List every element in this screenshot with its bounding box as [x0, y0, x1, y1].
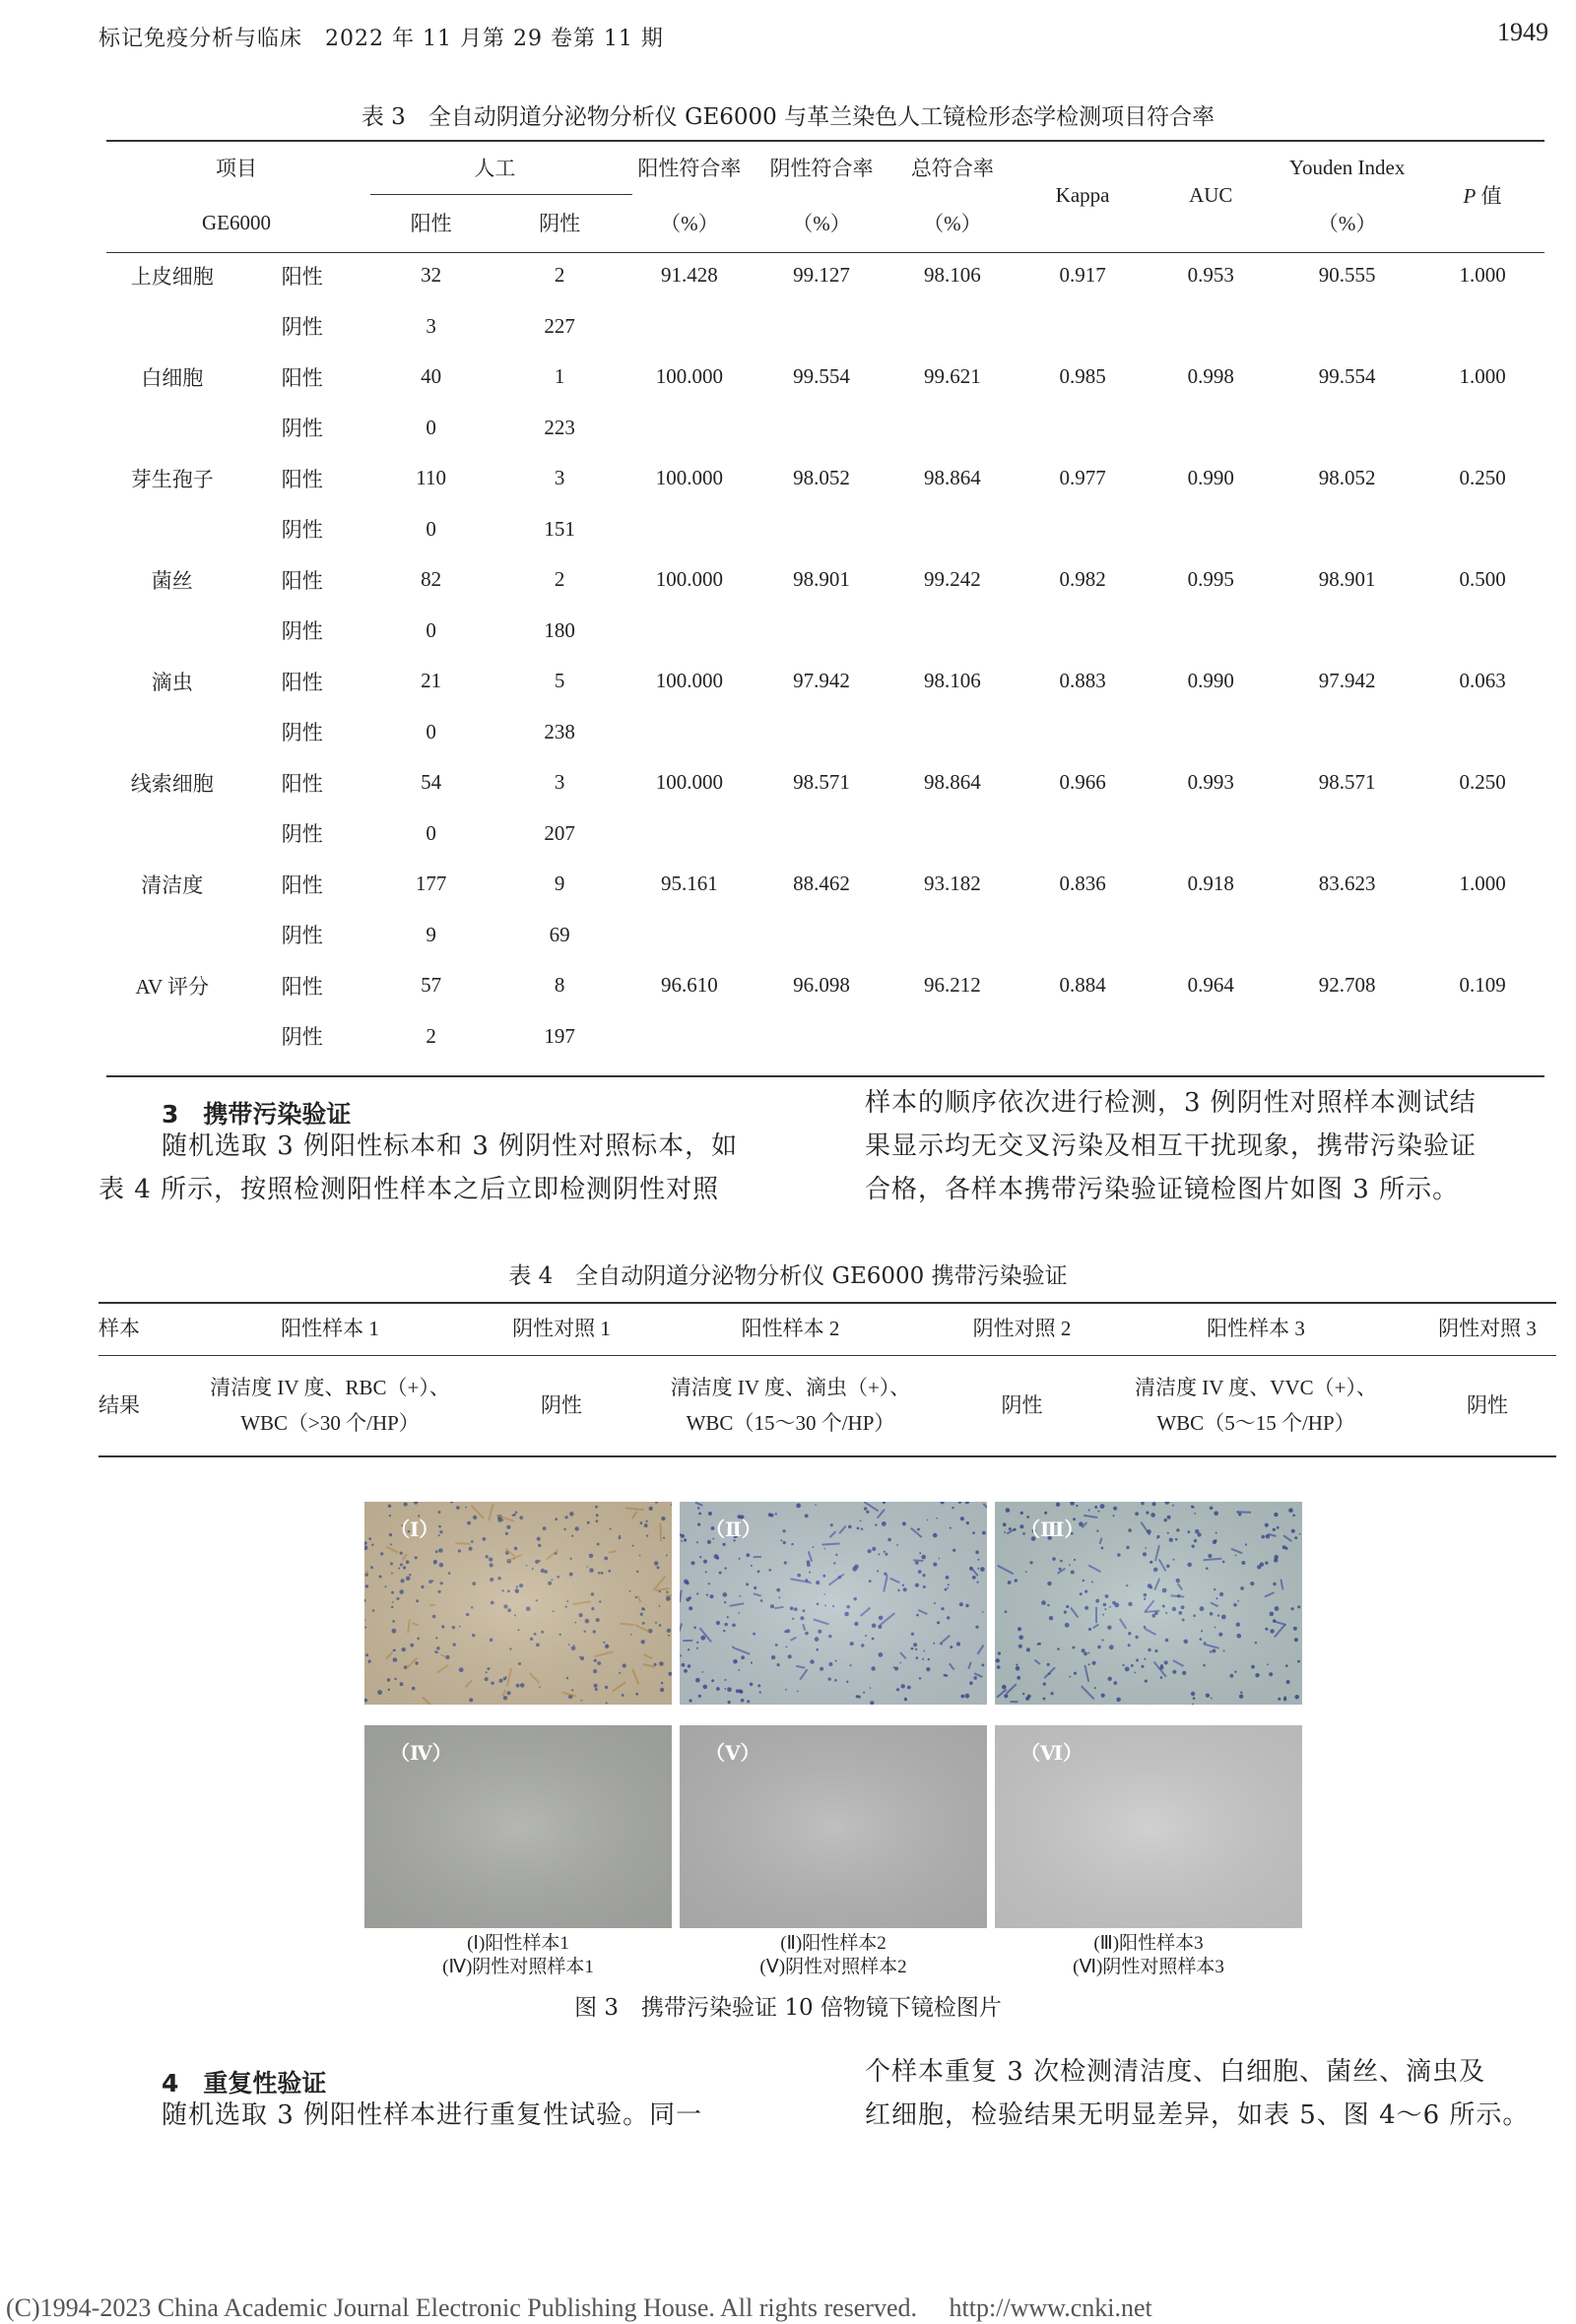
- table3-cell-empty: [1420, 910, 1544, 961]
- table3-cell-empty: [1148, 808, 1274, 860]
- table3-cell-manual-neg: 1: [495, 352, 623, 403]
- table-row: [106, 554, 1544, 606]
- table3-cell-status: 阳性: [238, 250, 366, 301]
- table3-cell-manual-neg: 2: [495, 554, 623, 606]
- table3-cell-empty: [887, 301, 1018, 353]
- table3-cell-auc: 0.993: [1148, 757, 1274, 808]
- table3-cell-empty: [755, 808, 887, 860]
- section3-right-text: [865, 1081, 1477, 1211]
- micrograph-panel: [680, 1725, 987, 1928]
- table-row: [106, 960, 1544, 1011]
- table3-cell-ppa: 100.000: [624, 554, 755, 606]
- table3-cell-item: 清洁度: [106, 859, 238, 910]
- table3-header-manual-pos: 阳性: [366, 195, 495, 250]
- table3-cell-item: 线索细胞: [106, 757, 238, 808]
- table4-result-line: 清洁度 IV 度、RBC（+）、: [167, 1370, 492, 1405]
- table3-cell-opa: 96.212: [887, 960, 1018, 1011]
- figure3-panel-label: [364, 1932, 672, 1979]
- table-row: [106, 1011, 1544, 1063]
- table3-cell-opa: 98.864: [887, 757, 1018, 808]
- table3-cell-empty: [624, 504, 755, 555]
- table3-cell-item: 芽生孢子: [106, 453, 238, 504]
- table-row: [106, 403, 1544, 454]
- table3-cell-manual-neg: 227: [495, 301, 623, 353]
- table3-cell-empty: [1018, 504, 1149, 555]
- table3-cell-manual-neg: 238: [495, 707, 623, 758]
- section4-left-text: [162, 2094, 702, 2137]
- table3-cell-empty: [1420, 403, 1544, 454]
- table4: [98, 1302, 1556, 1455]
- table3: [106, 140, 1544, 1062]
- table3-cell-p: 1.000: [1420, 352, 1544, 403]
- table3-cell-kappa: 0.917: [1018, 250, 1149, 301]
- table3-cell-p: 1.000: [1420, 859, 1544, 910]
- table3-cell-p: 0.063: [1420, 656, 1544, 707]
- table3-cell-empty: [1274, 403, 1420, 454]
- table3-cell-opa: 99.621: [887, 352, 1018, 403]
- table3-cell-empty: [1274, 1011, 1420, 1063]
- panel-tag: （Ⅱ）: [705, 1514, 761, 1542]
- section4-right-text: [865, 2050, 1529, 2137]
- table3-cell-auc: 0.953: [1148, 250, 1274, 301]
- table3-cell-empty: [1274, 301, 1420, 353]
- figure3-caption: 图 3 携带污染验证 10 倍物镜下镜检图片: [0, 1989, 1576, 2022]
- table3-cell-empty: [755, 707, 887, 758]
- section3-right-line: 样本的顺序依次进行检测，3 例阴性对照样本测试结: [865, 1081, 1477, 1125]
- section3-heading: 3 携带污染验证: [162, 1095, 351, 1130]
- figure3-label-line: (Ⅴ)阴性对照样本2: [680, 1956, 987, 1979]
- table3-cell-empty: [755, 403, 887, 454]
- table3-cell-empty: [1420, 1011, 1544, 1063]
- table3-cell-p: 1.000: [1420, 250, 1544, 301]
- table3-cell-empty: [1148, 301, 1274, 353]
- table3-cell-manual-neg: 151: [495, 504, 623, 555]
- table3-cell-item: 白细胞: [106, 352, 238, 403]
- table3-cell-empty: [1018, 707, 1149, 758]
- table-row: [106, 250, 1544, 301]
- section4-left-line: 随机选取 3 例阳性样本进行重复性试验。同一: [162, 2094, 702, 2137]
- table4-bottom-rule: [98, 1455, 1556, 1457]
- table3-cell-kappa: 0.985: [1018, 352, 1149, 403]
- table3-cell-manual-neg: 207: [495, 808, 623, 860]
- table3-cell-manual-neg: 3: [495, 453, 623, 504]
- table3-header-manual-neg: 阴性: [495, 195, 623, 250]
- table3-cell-empty: [887, 504, 1018, 555]
- table4-result-line: 清洁度 IV 度、滴虫（+）、: [630, 1370, 951, 1405]
- table-row: [106, 504, 1544, 555]
- table3-cell-manual-pos: 177: [366, 859, 495, 910]
- table3-cell-manual-neg: 223: [495, 403, 623, 454]
- table-row: [106, 606, 1544, 657]
- micrograph-panel: [680, 1502, 987, 1705]
- section4-heading: 4 重复性验证: [162, 2064, 326, 2099]
- table4-result-cell: [1093, 1355, 1418, 1455]
- table4-result-line: WBC（5～15 个/HP）: [1093, 1405, 1418, 1441]
- table3-cell-empty: [755, 504, 887, 555]
- table3-cell-npa: 96.098: [755, 960, 887, 1011]
- table3-cell-npa: 98.571: [755, 757, 887, 808]
- table3-cell-ppa: 100.000: [624, 656, 755, 707]
- table3-cell-status: 阴性: [238, 1011, 366, 1063]
- table3-cell-ppa: 91.428: [624, 250, 755, 301]
- table3-cell-kappa: 0.836: [1018, 859, 1149, 910]
- table3-cell-npa: 98.901: [755, 554, 887, 606]
- table3-cell-empty: [1274, 504, 1420, 555]
- table3-cell-item: 滴虫: [106, 656, 238, 707]
- copyright-footer: (C)1994-2023 China Academic Journal Electronic Publishing House. All rights reserved. http://www.cnki.net: [6, 2288, 1152, 2324]
- table3-cell-manual-pos: 54: [366, 757, 495, 808]
- table3-cell-manual-neg: 9: [495, 859, 623, 910]
- table-row: [106, 656, 1544, 707]
- panel-tag: （Ⅰ）: [390, 1514, 438, 1542]
- table3-cell-empty: [887, 808, 1018, 860]
- table3-cell-empty: [755, 910, 887, 961]
- figure3-label-line: (Ⅰ)阳性样本1: [364, 1932, 672, 1956]
- table3-header-youden-unit: （%）: [1274, 195, 1420, 250]
- table4-result-cell: [630, 1355, 951, 1455]
- table3-cell-ppa: 100.000: [624, 453, 755, 504]
- table3-cell-ppa: 100.000: [624, 757, 755, 808]
- table3-cell-empty: [1274, 910, 1420, 961]
- table3-cell-empty: [887, 1011, 1018, 1063]
- table3-cell-p: 0.500: [1420, 554, 1544, 606]
- table3-header-ppa: 阳性符合率: [624, 140, 755, 195]
- table3-header-npa-unit: （%）: [755, 195, 887, 250]
- table3-cell-manual-pos: 9: [366, 910, 495, 961]
- table3-cell-youden: 98.571: [1274, 757, 1420, 808]
- table3-cell-empty: [1148, 403, 1274, 454]
- table3-cell-status: 阳性: [238, 453, 366, 504]
- figure3-panel-label: [680, 1932, 987, 1979]
- table3-cell-empty: [1274, 808, 1420, 860]
- table3-header-npa: 阴性符合率: [755, 140, 887, 195]
- table3-cell-p: 0.250: [1420, 757, 1544, 808]
- section3-left-line: 表 4 所示，按照检测阳性样本之后立即检测阴性对照: [98, 1168, 719, 1211]
- table3-cell-manual-neg: 180: [495, 606, 623, 657]
- table3-header-ppa-unit: （%）: [624, 195, 755, 250]
- table3-cell-empty: [624, 301, 755, 353]
- table3-cell-empty: [1420, 504, 1544, 555]
- table3-cell-status: 阳性: [238, 656, 366, 707]
- table3-cell-empty: [624, 606, 755, 657]
- table3-cell-youden: 98.901: [1274, 554, 1420, 606]
- table3-cell-empty: [887, 403, 1018, 454]
- table4-header-cell: 阳性样本 1: [167, 1302, 492, 1355]
- table3-cell-opa: 98.106: [887, 250, 1018, 301]
- table3-cell-empty: [1018, 808, 1149, 860]
- table3-cell-status: 阳性: [238, 352, 366, 403]
- table3-cell-empty: [106, 606, 238, 657]
- table3-header-opa: 总符合率: [887, 140, 1018, 195]
- table3-cell-empty: [106, 504, 238, 555]
- table3-cell-status: 阳性: [238, 859, 366, 910]
- table-row: [106, 910, 1544, 961]
- table4-result-cell: [492, 1355, 630, 1455]
- table3-cell-item: 上皮细胞: [106, 250, 238, 301]
- table3-cell-youden: 98.052: [1274, 453, 1420, 504]
- table3-cell-empty: [755, 606, 887, 657]
- table3-cell-manual-pos: 0: [366, 808, 495, 860]
- table3-caption: 表 3 全自动阴道分泌物分析仪 GE6000 与革兰染色人工镜检形态学检测项目符合率: [0, 98, 1576, 131]
- table3-cell-empty: [887, 910, 1018, 961]
- table3-header-auc: AUC: [1148, 140, 1274, 250]
- table3-header-youden: Youden Index: [1274, 140, 1420, 195]
- figure3-label-line: (Ⅱ)阳性样本2: [680, 1932, 987, 1956]
- table3-cell-kappa: 0.884: [1018, 960, 1149, 1011]
- table3-header-p: P 值: [1420, 140, 1544, 250]
- table4-result-line: 阴性: [1418, 1388, 1556, 1423]
- table4-result-cell: [167, 1355, 492, 1455]
- table3-header-ge6000: GE6000: [106, 195, 366, 250]
- table3-cell-empty: [106, 808, 238, 860]
- table4-result-line: 清洁度 IV 度、VVC（+）、: [1093, 1370, 1418, 1405]
- table4-result-label: 结果: [98, 1355, 167, 1455]
- table3-cell-auc: 0.998: [1148, 352, 1274, 403]
- table4-header-cell: 阳性样本 2: [630, 1302, 951, 1355]
- table4-result-line: 阴性: [492, 1388, 630, 1423]
- table3-cell-empty: [887, 707, 1018, 758]
- table3-header-opa-unit: （%）: [887, 195, 1018, 250]
- table3-cell-empty: [1274, 707, 1420, 758]
- table3-cell-manual-neg: 197: [495, 1011, 623, 1063]
- table3-bottom-rule: [106, 1075, 1544, 1077]
- micrograph-panel: [364, 1725, 672, 1928]
- table3-cell-kappa: 0.977: [1018, 453, 1149, 504]
- table3-cell-auc: 0.918: [1148, 859, 1274, 910]
- figure3-label-line: (Ⅵ)阴性对照样本3: [995, 1956, 1302, 1979]
- table3-cell-npa: 99.127: [755, 250, 887, 301]
- table3-cell-manual-pos: 21: [366, 656, 495, 707]
- figure3-label-line: (Ⅳ)阴性对照样本1: [364, 1956, 672, 1979]
- table3-cell-status: 阳性: [238, 554, 366, 606]
- table4-result-cell: [1418, 1355, 1556, 1455]
- table3-cell-manual-neg: 3: [495, 757, 623, 808]
- table3-cell-manual-pos: 0: [366, 403, 495, 454]
- table3-cell-manual-pos: 0: [366, 707, 495, 758]
- table3-cell-auc: 0.990: [1148, 656, 1274, 707]
- table4-header-cell: 阳性样本 3: [1093, 1302, 1418, 1355]
- table-row: [106, 859, 1544, 910]
- table3-cell-manual-pos: 3: [366, 301, 495, 353]
- table3-cell-empty: [624, 707, 755, 758]
- panel-tag: （Ⅳ）: [390, 1737, 452, 1766]
- table3-cell-auc: 0.964: [1148, 960, 1274, 1011]
- table3-cell-empty: [1420, 606, 1544, 657]
- table3-cell-npa: 97.942: [755, 656, 887, 707]
- table4-result-line: WBC（15～30 个/HP）: [630, 1405, 951, 1441]
- table3-cell-empty: [1018, 606, 1149, 657]
- table3-header-item: 项目: [106, 140, 366, 195]
- table3-cell-empty: [1148, 606, 1274, 657]
- table3-cell-empty: [1148, 1011, 1274, 1063]
- table3-cell-empty: [106, 301, 238, 353]
- table-row: [106, 352, 1544, 403]
- table3-cell-auc: 0.995: [1148, 554, 1274, 606]
- table4-header-cell: 阴性对照 2: [951, 1302, 1093, 1355]
- table3-cell-empty: [1148, 707, 1274, 758]
- table3-cell-ppa: 100.000: [624, 352, 755, 403]
- table3-cell-empty: [106, 1011, 238, 1063]
- table3-cell-status: 阴性: [238, 606, 366, 657]
- panel-tag: （Ⅲ）: [1020, 1514, 1084, 1542]
- table3-cell-npa: 88.462: [755, 859, 887, 910]
- table-row: [106, 757, 1544, 808]
- table3-header-manual: 人工: [366, 140, 624, 195]
- figure3-label-line: (Ⅲ)阳性样本3: [995, 1932, 1302, 1956]
- table3-cell-auc: 0.990: [1148, 453, 1274, 504]
- section3-right-line: 合格，各样本携带污染验证镜检图片如图 3 所示。: [865, 1168, 1477, 1211]
- table3-cell-youden: 83.623: [1274, 859, 1420, 910]
- section3-left-text: [162, 1125, 738, 1168]
- table3-cell-empty: [624, 403, 755, 454]
- table3-cell-youden: 90.555: [1274, 250, 1420, 301]
- table3-cell-opa: 99.242: [887, 554, 1018, 606]
- table3-cell-empty: [887, 606, 1018, 657]
- table3-cell-manual-neg: 69: [495, 910, 623, 961]
- table3-cell-status: 阴性: [238, 504, 366, 555]
- table3-cell-manual-pos: 110: [366, 453, 495, 504]
- table3-cell-empty: [1018, 910, 1149, 961]
- table3-cell-ppa: 95.161: [624, 859, 755, 910]
- table4-result-line: WBC（>30 个/HP）: [167, 1405, 492, 1441]
- table3-cell-empty: [1018, 403, 1149, 454]
- table3-cell-manual-pos: 32: [366, 250, 495, 301]
- table3-header-kappa: Kappa: [1018, 140, 1149, 250]
- table3-cell-manual-pos: 0: [366, 504, 495, 555]
- table3-cell-manual-pos: 40: [366, 352, 495, 403]
- table3-cell-status: 阴性: [238, 910, 366, 961]
- table3-cell-item: AV 评分: [106, 960, 238, 1011]
- table3-cell-npa: 99.554: [755, 352, 887, 403]
- table3-cell-empty: [755, 1011, 887, 1063]
- table3-cell-empty: [1148, 504, 1274, 555]
- table3-cell-empty: [106, 707, 238, 758]
- table3-cell-empty: [1018, 301, 1149, 353]
- section4-right-line: 个样本重复 3 次检测清洁度、白细胞、菌丝、滴虫及: [865, 2050, 1529, 2094]
- table3-cell-empty: [106, 910, 238, 961]
- table4-caption: 表 4 全自动阴道分泌物分析仪 GE6000 携带污染验证: [0, 1258, 1576, 1290]
- table4-header-cell: 阴性对照 1: [492, 1302, 630, 1355]
- table3-cell-manual-neg: 2: [495, 250, 623, 301]
- table3-cell-youden: 92.708: [1274, 960, 1420, 1011]
- table3-cell-opa: 93.182: [887, 859, 1018, 910]
- table3-cell-status: 阴性: [238, 707, 366, 758]
- table3-cell-kappa: 0.966: [1018, 757, 1149, 808]
- running-header: 标记免疫分析与临床 2022 年 11 月第 29 卷第 11 期: [98, 22, 664, 52]
- figure3-panel-label: [995, 1932, 1302, 1979]
- table3-cell-empty: [755, 301, 887, 353]
- micrograph-panel: [995, 1725, 1302, 1928]
- table3-cell-item: 菌丝: [106, 554, 238, 606]
- table-row: [106, 707, 1544, 758]
- section4-right-line: 红细胞，检验结果无明显差异，如表 5、图 4～6 所示。: [865, 2094, 1529, 2137]
- table3-cell-kappa: 0.982: [1018, 554, 1149, 606]
- table3-cell-empty: [1148, 910, 1274, 961]
- table3-cell-status: 阳性: [238, 960, 366, 1011]
- table4-header-cell: 阴性对照 3: [1418, 1302, 1556, 1355]
- table3-cell-youden: 97.942: [1274, 656, 1420, 707]
- section3-left-line: 随机选取 3 例阳性标本和 3 例阴性对照标本，如: [162, 1125, 738, 1168]
- panel-tag: （Ⅵ）: [1020, 1737, 1083, 1766]
- table3-cell-manual-pos: 2: [366, 1011, 495, 1063]
- table-row: [106, 301, 1544, 353]
- table3-cell-manual-pos: 0: [366, 606, 495, 657]
- page-number: 1949: [1497, 18, 1548, 47]
- table3-cell-status: 阴性: [238, 808, 366, 860]
- table4-result-cell: [951, 1355, 1093, 1455]
- table-row: [106, 453, 1544, 504]
- table3-cell-empty: [1420, 707, 1544, 758]
- table3-cell-npa: 98.052: [755, 453, 887, 504]
- micrograph-panel: [364, 1502, 672, 1705]
- table3-cell-status: 阴性: [238, 403, 366, 454]
- table3-cell-empty: [1420, 808, 1544, 860]
- table3-cell-status: 阳性: [238, 757, 366, 808]
- table3-cell-manual-neg: 5: [495, 656, 623, 707]
- table3-cell-empty: [624, 1011, 755, 1063]
- section3-right-line: 果显示均无交叉污染及相互干扰现象，携带污染验证: [865, 1125, 1477, 1168]
- section3-left-text-2: [98, 1168, 719, 1211]
- table3-cell-empty: [1018, 1011, 1149, 1063]
- table3-cell-p: 0.109: [1420, 960, 1544, 1011]
- table3-cell-p: 0.250: [1420, 453, 1544, 504]
- table3-cell-empty: [624, 910, 755, 961]
- table3-cell-ppa: 96.610: [624, 960, 755, 1011]
- table3-cell-opa: 98.864: [887, 453, 1018, 504]
- table3-cell-kappa: 0.883: [1018, 656, 1149, 707]
- micrograph-panel: [995, 1502, 1302, 1705]
- table3-cell-youden: 99.554: [1274, 352, 1420, 403]
- table3-cell-empty: [624, 808, 755, 860]
- table3-cell-empty: [1274, 606, 1420, 657]
- table3-cell-manual-pos: 82: [366, 554, 495, 606]
- table3-cell-manual-pos: 57: [366, 960, 495, 1011]
- table3-cell-status: 阴性: [238, 301, 366, 353]
- table3-cell-manual-neg: 8: [495, 960, 623, 1011]
- table3-cell-empty: [1420, 301, 1544, 353]
- table4-result-line: 阴性: [951, 1388, 1093, 1423]
- table3-cell-empty: [106, 403, 238, 454]
- table4-header-cell: 样本: [98, 1302, 167, 1355]
- panel-tag: （Ⅴ）: [705, 1737, 760, 1766]
- table-row: [106, 808, 1544, 860]
- table3-cell-opa: 98.106: [887, 656, 1018, 707]
